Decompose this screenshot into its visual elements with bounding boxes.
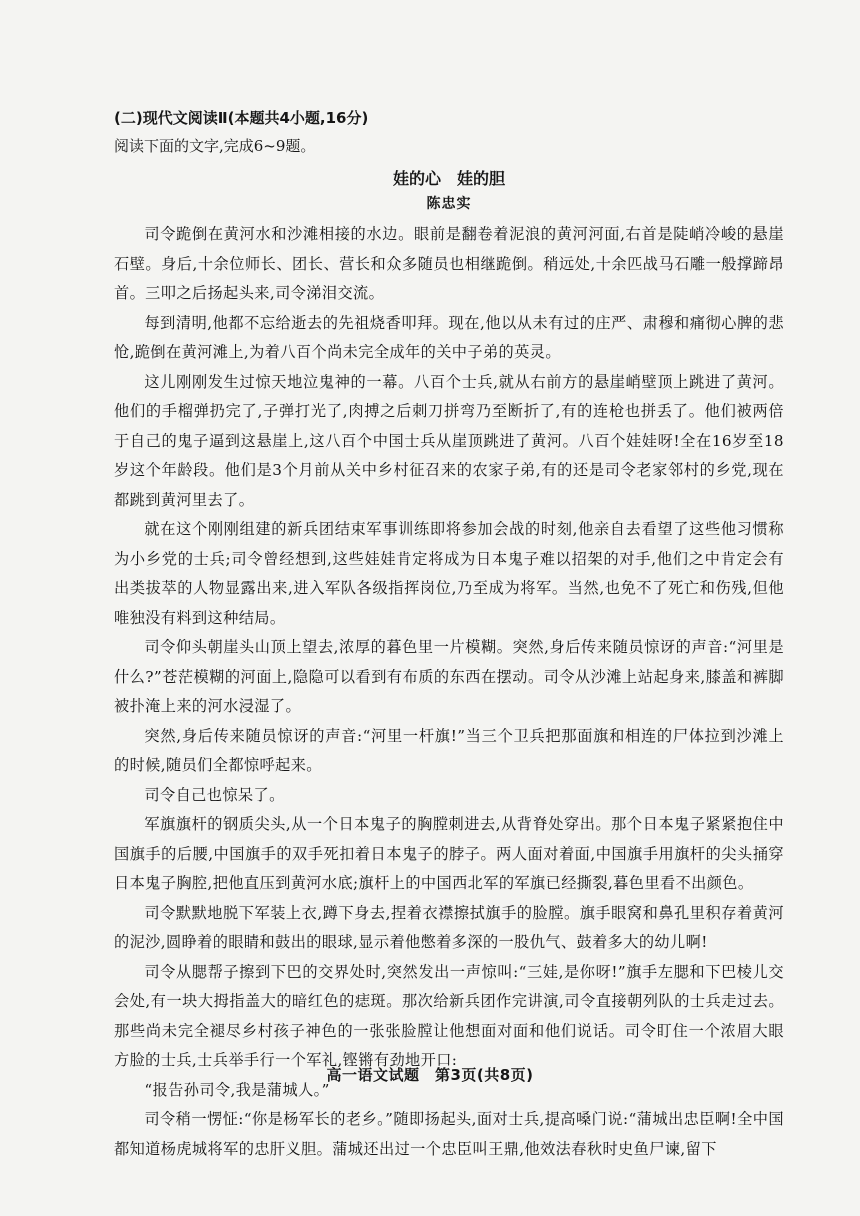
- paragraph: “报告孙司令,我是蒲城人。”: [144, 1080, 330, 1099]
- article-title: 娃的心 娃的胆: [392, 169, 505, 188]
- article-body: [114, 220, 784, 1164]
- page-footer: 高一语文试题 第3页(共8页): [326, 1066, 534, 1084]
- article-author: 陈忠实: [426, 196, 472, 212]
- paragraph: 这儿刚刚发生过惊天地泣鬼神的一幕。八百个士兵,就从右前方的悬崖峭壁顶上跳进了黄河。他们的手榴弹扔完了,子弹打光了,肉搏之后刺刀拼弯乃至断折了,有的连枪也拼丢了。他们被两倍于自己的鬼子逼到这悬崖上,这八百个中国士兵从崖顶跳进了黄河。八百个娃娃呀!全在16岁至18岁这个年龄段。他们是3个月前从关中乡村征召来的农家子弟,有的还是司令老家邻村的乡党,现在都跳到黄河里去了。: [114, 372, 784, 509]
- paragraph: 突然,身后传来随员惊讶的声音:“河里一杆旗!”当三个卫兵把那面旗和相连的尸体拉到沙滩上的时候,随员们全都惊呼起来。: [114, 726, 784, 774]
- section-instruction: 阅读下面的文字,完成6~9题。: [114, 137, 316, 155]
- paragraph: 司令仰头朝崖头山顶上望去,浓厚的暮色里一片模糊。突然,身后传来随员惊讶的声音:“河里是什么?”苍茫模糊的河面上,隐隐可以看到有布质的东西在摆动。司令从沙滩上站起身来,膝盖和裤脚被扑淹上来的河水浸湿了。: [114, 638, 784, 715]
- paragraph: 就在这个刚刚组建的新兵团结束军事训练即将参加会战的时刻,他亲自去看望了这些他习惯称为小乡党的士兵;司令曾经想到,这些娃娃肯定将成为日本鬼子难以招架的对手,他们之中肯定会有出类拔萃的人物显露出来,进入军队各级指挥岗位,乃至成为将军。当然,也免不了死亡和伤残,但他唯独没有料到这种结局。: [114, 520, 784, 627]
- paragraph: 军旗旗杆的钢质尖头,从一个日本鬼子的胸膛刺进去,从背脊处穿出。那个日本鬼子紧紧抱住中国旗手的后腰,中国旗手的双手死扣着日本鬼子的脖子。两人面对着面,中国旗手用旗杆的尖头捅穿日本鬼子胸腔,把他直压到黄河水底;旗杆上的中国西北军的军旗已经撕裂,暮色里看不出颜色。: [114, 815, 784, 892]
- paragraph: 司令稍一愣怔:“你是杨军长的老乡。”随即扬起头,面对士兵,提高嗓门说:“蒲城出忠臣啊!全中国都知道杨虎城将军的忠肝义胆。蒲城还出过一个忠臣叫王鼎,他效法春秋时史鱼尸谏,留下: [114, 1110, 784, 1158]
- section-heading: (二)现代文阅读Ⅱ(本题共4小题,16分): [114, 109, 369, 127]
- paragraph: 司令默默地脱下军装上衣,蹲下身去,捏着衣襟擦拭旗手的脸膛。旗手眼窝和鼻孔里积存着黄河的泥沙,圆睁着的眼睛和鼓出的眼球,显示着他憋着多深的一股仇气、鼓着多大的幼儿啊!: [114, 903, 784, 951]
- paragraph: 司令从腮帮子擦到下巴的交界处时,突然发出一声惊叫:“三娃,是你呀!”旗手左腮和下巴棱儿交会处,有一块大拇指盖大的暗红色的痣斑。那次给新兵团作完讲演,司令直接朝列队的士兵走过去。那些尚未完全褪尽乡村孩子神色的一张张脸膛让他想面对面和他们说话。司令盯住一个浓眉大眼方脸的士兵,士兵举手行一个军礼,铿锵有劲地开口:: [114, 962, 784, 1069]
- paragraph: 司令跪倒在黄河水和沙滩相接的水边。眼前是翻卷着泥浪的黄河河面,右首是陡峭冷峻的悬崖石壁。身后,十余位师长、团长、营长和众多随员也相继跪倒。稍远处,十余匹战马石雕一般撑蹄昂首。三叩之后扬起头来,司令涕泪交流。: [114, 225, 784, 302]
- paragraph: 司令自己也惊呆了。: [144, 785, 285, 804]
- paragraph: 每到清明,他都不忘给逝去的先祖烧香叩拜。现在,他以从未有过的庄严、肃穆和痛彻心脾的悲怆,跪倒在黄河滩上,为着八百个尚未完全成年的关中子弟的英灵。: [114, 313, 784, 361]
